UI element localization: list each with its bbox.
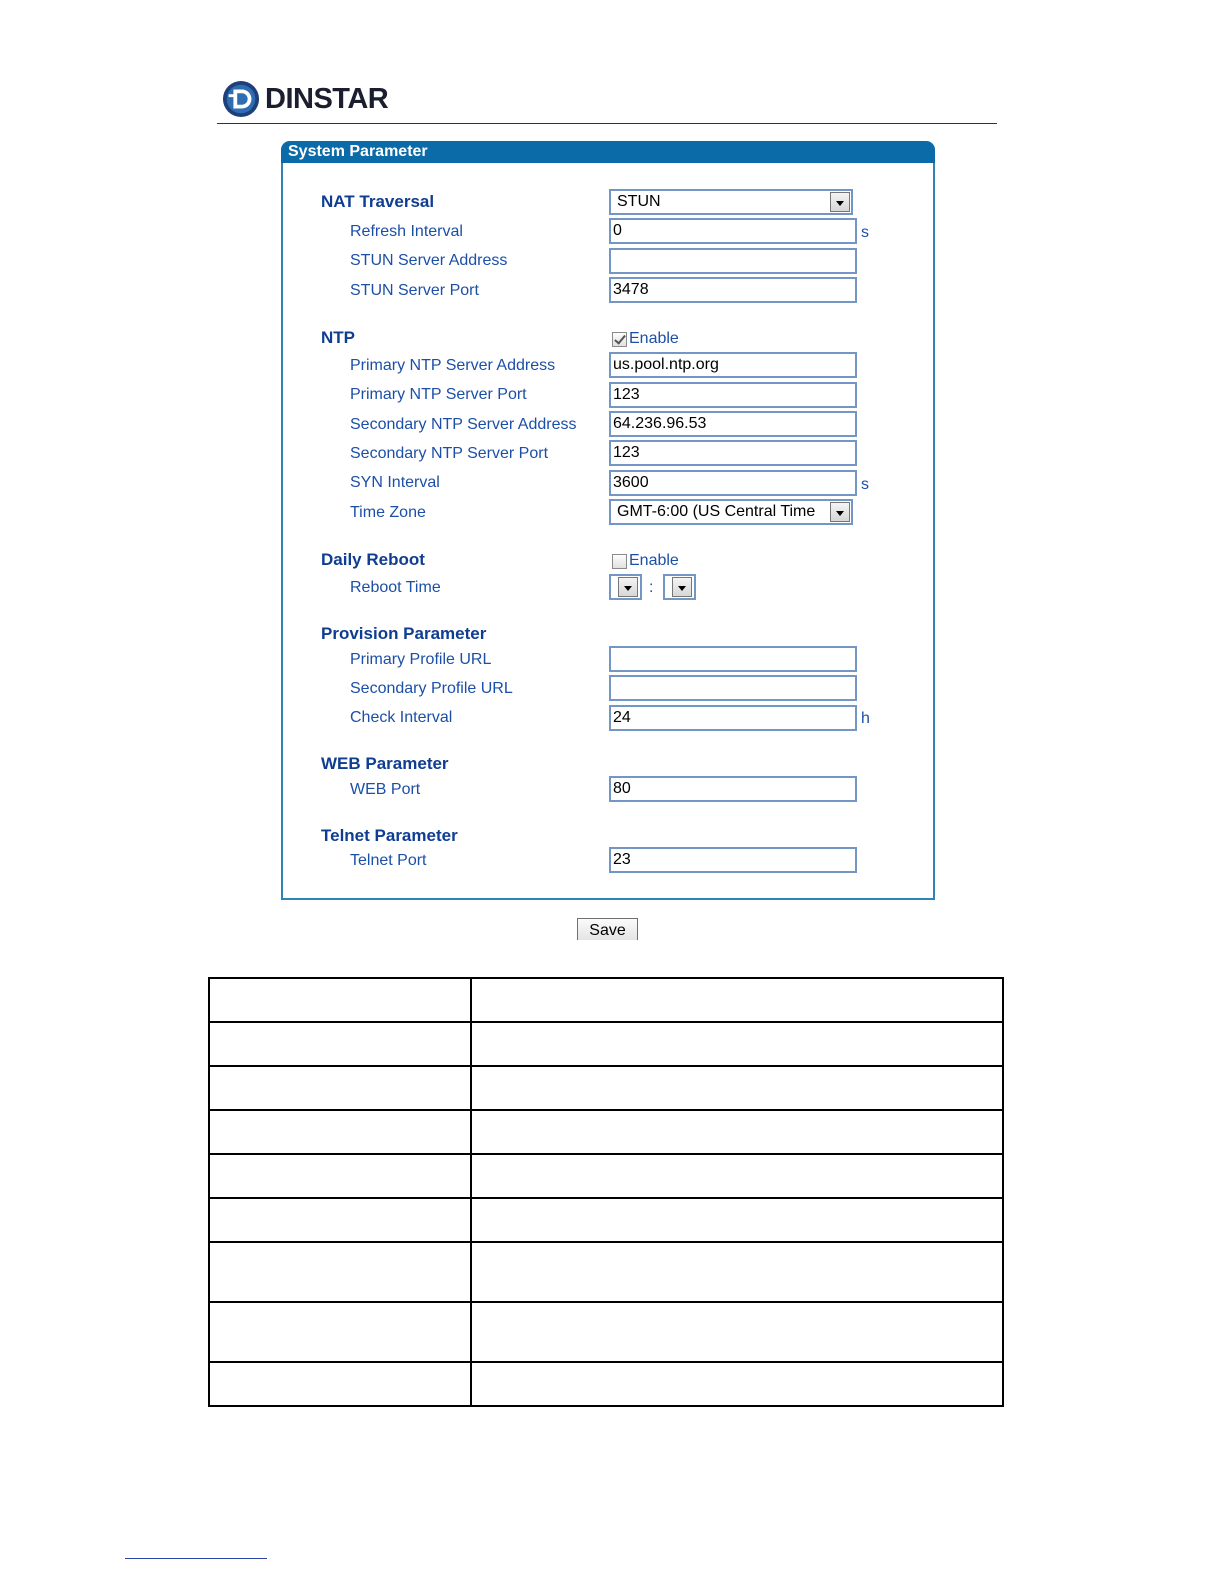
dinstar-logo-icon	[222, 80, 260, 118]
table-cell	[209, 1066, 471, 1110]
table-cell	[471, 1362, 1003, 1406]
table-cell	[209, 1110, 471, 1154]
brand-name: DINSTAR	[265, 83, 389, 115]
primary-ntp-port-label: Primary NTP Server Port	[350, 386, 527, 403]
ntp-enable-checkbox[interactable]	[612, 332, 627, 347]
table-cell	[209, 1022, 471, 1066]
primary-ntp-address-label: Primary NTP Server Address	[350, 357, 556, 374]
stun-server-port-input[interactable]: 3478	[609, 277, 857, 303]
table-cell	[209, 1154, 471, 1198]
table-row	[209, 1362, 1003, 1406]
table-cell	[471, 1242, 1003, 1302]
chevron-down-icon[interactable]	[618, 577, 638, 597]
table-row	[209, 1198, 1003, 1242]
reboot-minute-select[interactable]	[663, 574, 696, 600]
secondary-ntp-address-input[interactable]: 64.236.96.53	[609, 411, 857, 437]
panel-title: System Parameter	[281, 141, 935, 163]
secondary-profile-url-label: Secondary Profile URL	[350, 680, 513, 697]
secondary-ntp-port-input[interactable]: 123	[609, 440, 857, 466]
secondary-ntp-address-label: Secondary NTP Server Address	[350, 416, 577, 433]
table-row	[209, 1302, 1003, 1362]
syn-interval-label: SYN Interval	[350, 474, 440, 491]
chevron-down-icon[interactable]	[672, 577, 692, 597]
save-button[interactable]: Save	[577, 918, 638, 940]
table-row	[209, 1022, 1003, 1066]
daily-reboot-title: Daily Reboot	[321, 550, 425, 569]
reboot-time-separator: :	[649, 579, 654, 596]
telnet-port-label: Telnet Port	[350, 852, 427, 869]
secondary-ntp-port-label: Secondary NTP Server Port	[350, 445, 549, 462]
stun-server-port-label: STUN Server Port	[350, 282, 479, 299]
reboot-enable-checkbox[interactable]	[612, 554, 627, 569]
table-row	[209, 1242, 1003, 1302]
reboot-time-label: Reboot Time	[350, 579, 441, 596]
table-row	[209, 1110, 1003, 1154]
table-row	[209, 1066, 1003, 1110]
ntp-title: NTP	[321, 328, 355, 347]
nat-traversal-title: NAT Traversal	[321, 192, 435, 211]
table-row	[209, 978, 1003, 1022]
table-cell	[209, 978, 471, 1022]
web-port-input[interactable]: 80	[609, 776, 857, 802]
telnet-port-input[interactable]: 23	[609, 847, 857, 873]
time-zone-value: GMT-6:00 (US Central Time	[617, 503, 816, 520]
stun-server-address-input[interactable]	[609, 248, 857, 274]
table-cell	[471, 1022, 1003, 1066]
check-interval-label: Check Interval	[350, 709, 453, 726]
reboot-hour-select[interactable]	[609, 574, 642, 600]
table-cell	[471, 1302, 1003, 1362]
provision-parameter-title: Provision Parameter	[321, 624, 487, 643]
system-parameter-panel	[281, 141, 935, 900]
time-zone-label: Time Zone	[350, 504, 426, 521]
table-cell	[471, 1110, 1003, 1154]
chevron-down-icon[interactable]	[830, 502, 850, 522]
footer-link-underline	[125, 1558, 267, 1559]
secondary-profile-url-input[interactable]	[609, 675, 857, 701]
web-parameter-title: WEB Parameter	[321, 754, 449, 773]
table-cell	[471, 1066, 1003, 1110]
ntp-enable-control[interactable]	[612, 329, 679, 349]
dinstar-logo	[222, 79, 388, 119]
table-cell	[471, 978, 1003, 1022]
check-interval-input[interactable]: 24	[609, 705, 857, 731]
chevron-down-icon[interactable]	[830, 192, 850, 212]
primary-profile-url-label: Primary Profile URL	[350, 651, 492, 668]
table-row	[209, 1154, 1003, 1198]
primary-profile-url-input[interactable]	[609, 646, 857, 672]
primary-ntp-port-input[interactable]: 123	[609, 382, 857, 408]
header-divider	[217, 123, 997, 124]
check-interval-unit: h	[861, 710, 870, 727]
table-cell	[209, 1198, 471, 1242]
telnet-parameter-title: Telnet Parameter	[321, 826, 458, 845]
primary-ntp-address-input[interactable]: us.pool.ntp.org	[609, 352, 857, 378]
refresh-interval-label: Refresh Interval	[350, 223, 463, 240]
syn-interval-input[interactable]: 3600	[609, 470, 857, 496]
ntp-enable-label: Enable	[629, 330, 679, 347]
reboot-enable-control[interactable]	[612, 551, 679, 571]
nat-traversal-value: STUN	[617, 193, 661, 210]
time-zone-select[interactable]	[609, 499, 853, 525]
nat-traversal-select[interactable]	[609, 189, 853, 215]
table-cell	[471, 1198, 1003, 1242]
refresh-interval-unit: s	[861, 224, 869, 241]
stun-server-address-label: STUN Server Address	[350, 252, 508, 269]
syn-interval-unit: s	[861, 476, 869, 493]
refresh-interval-input[interactable]: 0	[609, 218, 857, 244]
web-port-label: WEB Port	[350, 781, 421, 798]
table-cell	[209, 1242, 471, 1302]
table-cell	[209, 1302, 471, 1362]
parameter-description-table	[208, 977, 1004, 1407]
table-cell	[209, 1362, 471, 1406]
table-cell	[471, 1154, 1003, 1198]
reboot-enable-label: Enable	[629, 552, 679, 569]
